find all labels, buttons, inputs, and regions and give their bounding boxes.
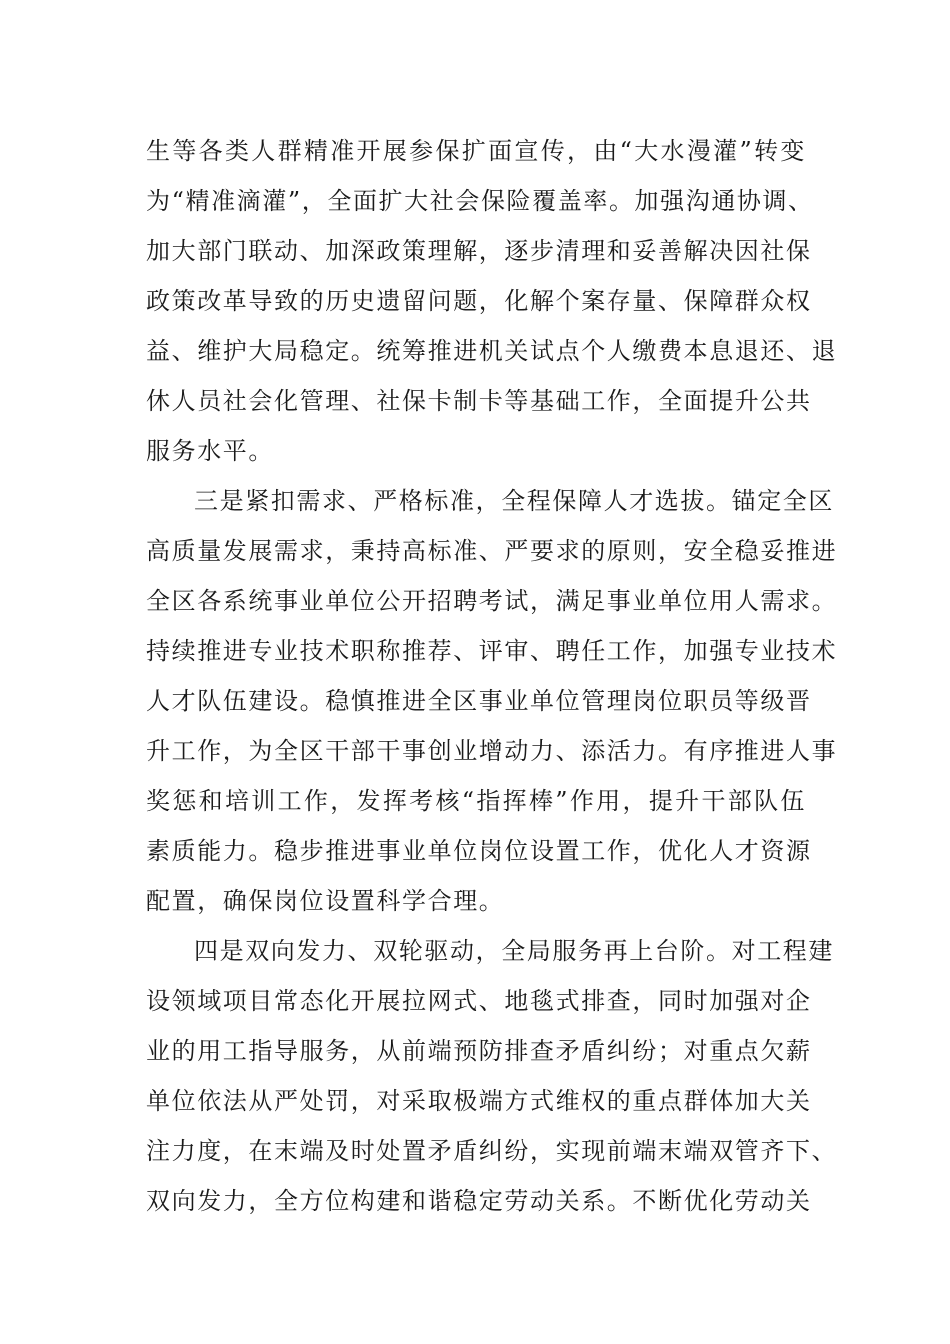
paragraph-line: 生等各类人群精准开展参保扩面宣传，由“大水漫灌”转变 [146,137,806,165]
paragraph-line: 奖惩和培训工作，发挥考核“指挥棒”作用，提升干部队伍 [146,787,806,815]
paragraph-3 [146,926,838,1226]
paragraph-line: 注力度，在末端及时处置矛盾纠纷，实现前端末端双管齐下、 [146,1137,838,1165]
paragraph-line: 素质能力。稳步推进事业单位岗位设置工作，优化人才资源 [146,837,812,865]
paragraph-line: 高质量发展需求，秉持高标准、严要求的原则，安全稳妥推进 [146,537,838,565]
paragraph-line: 持续推进专业技术职称推荐、评审、聘任工作，加强专业技术 [146,637,838,665]
document-body [146,126,838,1226]
paragraph-line: 双向发力，全方位构建和谐稳定劳动关系。不断优化劳动关 [146,1187,812,1215]
paragraph-line: 四是双向发力、双轮驱动，全局服务再上台阶。对工程建 [194,937,834,965]
paragraph-1 [146,126,838,476]
paragraph-2 [146,476,838,926]
paragraph-line: 益、维护大局稳定。统筹推进机关试点个人缴费本息退还、退 [146,337,838,365]
paragraph-line: 休人员社会化管理、社保卡制卡等基础工作，全面提升公共 [146,387,812,415]
paragraph-line: 政策改革导致的历史遗留问题，化解个案存量、保障群众权 [146,287,812,315]
paragraph-line: 设领域项目常态化开展拉网式、地毯式排查，同时加强对企 [146,987,812,1015]
paragraph-line: 三是紧扣需求、严格标准，全程保障人才选拔。锚定全区 [194,487,834,515]
paragraph-line: 加大部门联动、加深政策理解，逐步清理和妥善解决因社保 [146,237,812,265]
paragraph-line: 升工作，为全区干部干事创业增动力、添活力。有序推进人事 [146,737,838,765]
paragraph-line: 服务水平。 [146,437,274,465]
paragraph-line: 全区各系统事业单位公开招聘考试，满足事业单位用人需求。 [146,587,838,615]
paragraph-line: 业的用工指导服务，从前端预防排查矛盾纠纷；对重点欠薪 [146,1037,812,1065]
paragraph-line: 为“精准滴灌”，全面扩大社会保险覆盖率。加强沟通协调、 [146,187,814,215]
paragraph-line: 单位依法从严处罚，对采取极端方式维权的重点群体加大关 [146,1087,812,1115]
paragraph-line: 配置，确保岗位设置科学合理。 [146,887,505,915]
paragraph-line: 人才队伍建设。稳慎推进全区事业单位管理岗位职员等级晋 [146,687,812,715]
